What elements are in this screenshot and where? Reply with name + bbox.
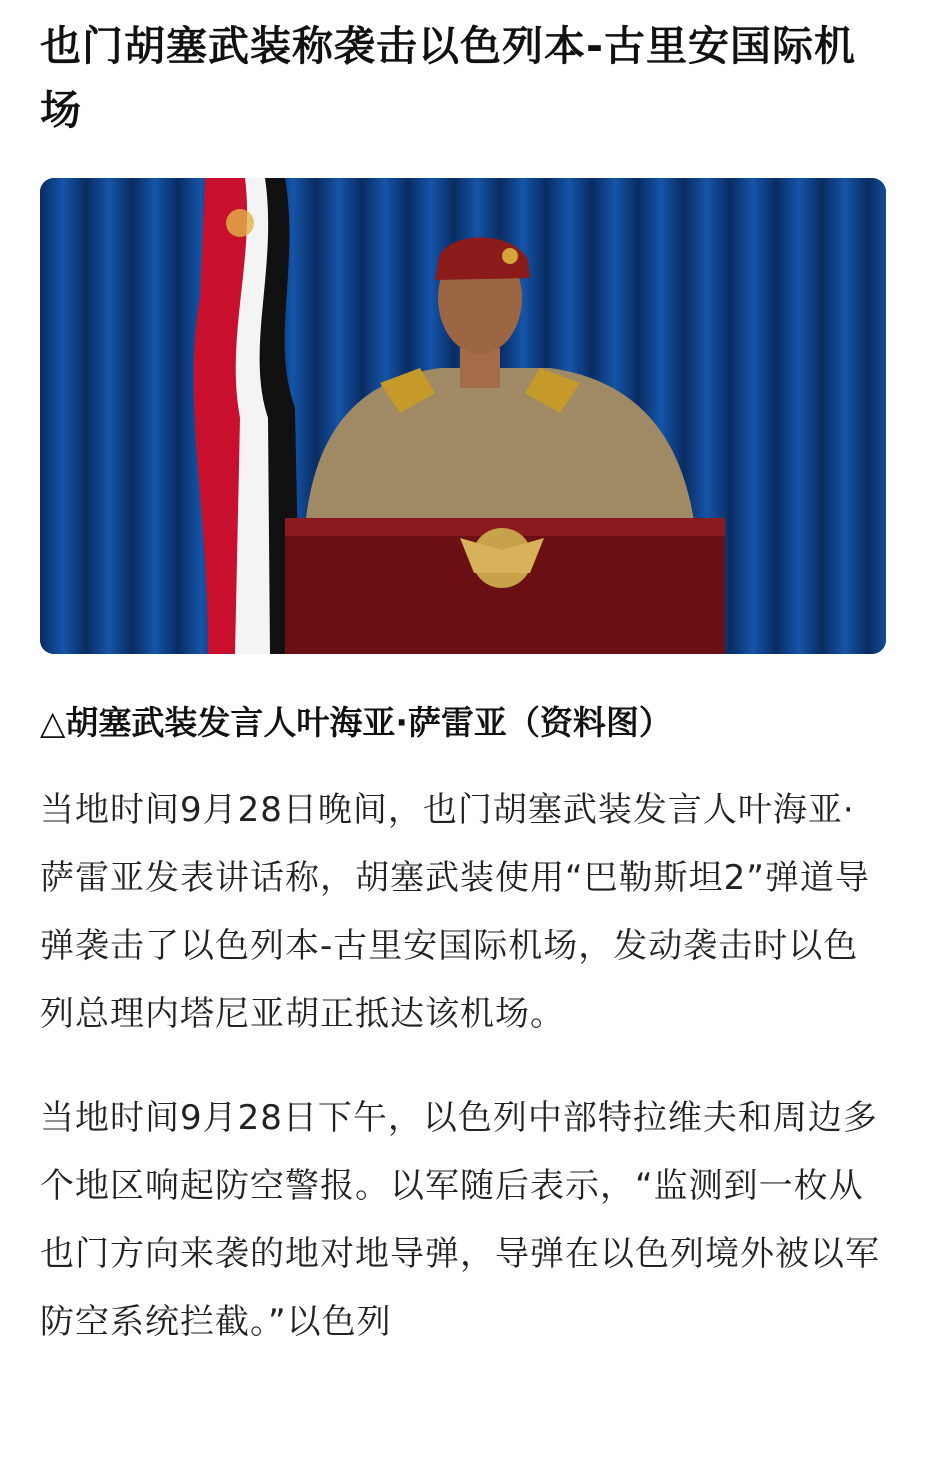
article [0,14,926,1356]
article-paragraph: 当地时间9月28日下午，以色列中部特拉维夫和周边多个地区响起防空警报。以军随后表示，“监测到一枚从也门方向来袭的地对地导弹，导弹在以色列境外被以军防空系统拦截。”以色列 [40,1098,880,1342]
yemen-flag [194,178,300,654]
article-paragraph: 当地时间9月28日晚间，也门胡塞武装发言人叶海亚·萨雷亚发表讲话称，胡塞武装使用“巴勒斯坦2”弹道导弹袭击了以色列本-古里安国际机场，发动袭击时以色列总理内塔尼亚胡正抵达该机场。 [40,790,870,1034]
podium [285,518,725,654]
article-title: 也门胡塞武装称袭击以色列本-古里安国际机场 [40,22,857,134]
photo-caption: △胡塞武装发言人叶海亚·萨雷亚（资料图） [40,703,672,742]
watermark-text: 早 [894,1439,908,1455]
article-photo[interactable] [40,178,886,654]
watermark [853,1436,908,1456]
watermark-bars-icon [853,1438,890,1454]
spokesman-photo-illustration [40,178,886,654]
